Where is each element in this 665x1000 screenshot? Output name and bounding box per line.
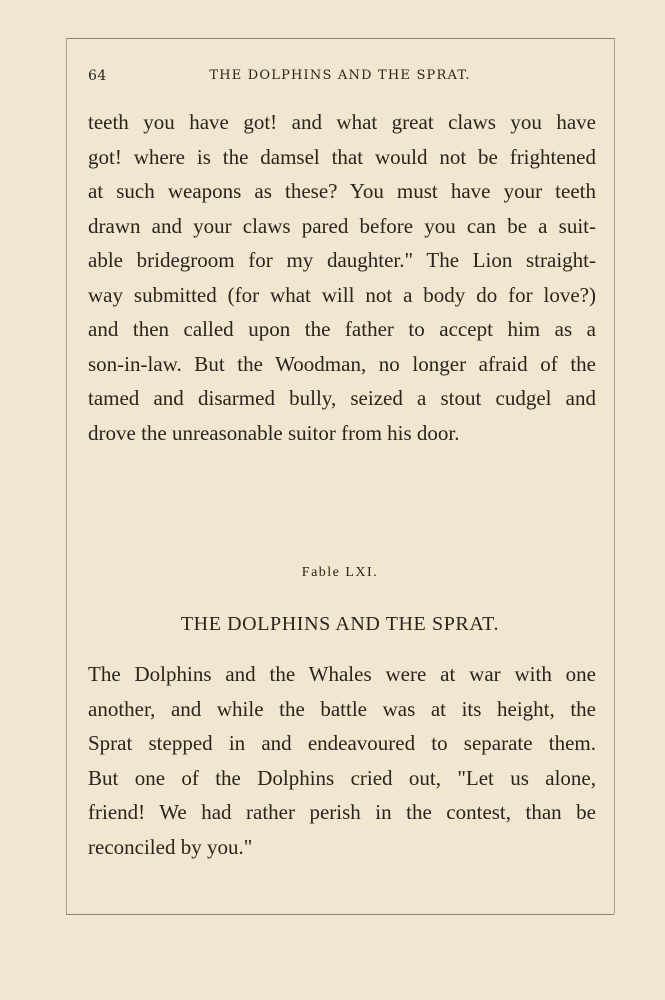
text-line: drove the unreasonable suitor from his door. [88,420,460,445]
text-line: able bridegroom for my daughter." The Lion straight- [88,248,596,272]
text-line: another, and while the battle was at its height, the [88,696,596,721]
page-border-right [614,38,615,914]
text-line: The Dolphins and the Whales were at war with one [88,662,596,686]
text-line: son-in-law. But the Woodman, no longer afraid of the [88,351,596,376]
running-title: THE DOLPHINS AND THE SPRAT. [209,68,471,83]
text-line: drawn and your claws pared before you can be a suit- [88,213,596,238]
previous-fable-paragraph [88,105,596,450]
fable-number: Fable LXI. [301,565,379,580]
page-border-left [66,38,67,914]
text-line: friend! We had rather perish in the contest, than be [88,800,596,824]
text-line: Sprat stepped in and endeavoured to separate them. [88,731,596,755]
fable-title: THE DOLPHINS AND THE SPRAT. [180,613,500,635]
text-line: teeth you have got! and what great claws you have [88,110,596,134]
page-border-top [66,38,614,39]
text-line: and then called upon the father to accept him as a [88,317,596,341]
text-line: tamed and disarmed bully, seized a stout cudgel and [88,386,596,410]
text-line: at such weapons as these? You must have your teeth [88,179,596,203]
text-line: got! where is the damsel that would not be frightened [88,144,596,169]
fable-paragraph [88,657,596,864]
text-line: way submitted (for what will not a body do for love?) [88,282,596,307]
page-border-bottom [66,914,614,915]
page-number: 64 [88,68,107,84]
text-line: reconciled by you." [88,834,253,859]
text-line: But one of the Dolphins cried out, "Let us alone, [88,765,596,790]
